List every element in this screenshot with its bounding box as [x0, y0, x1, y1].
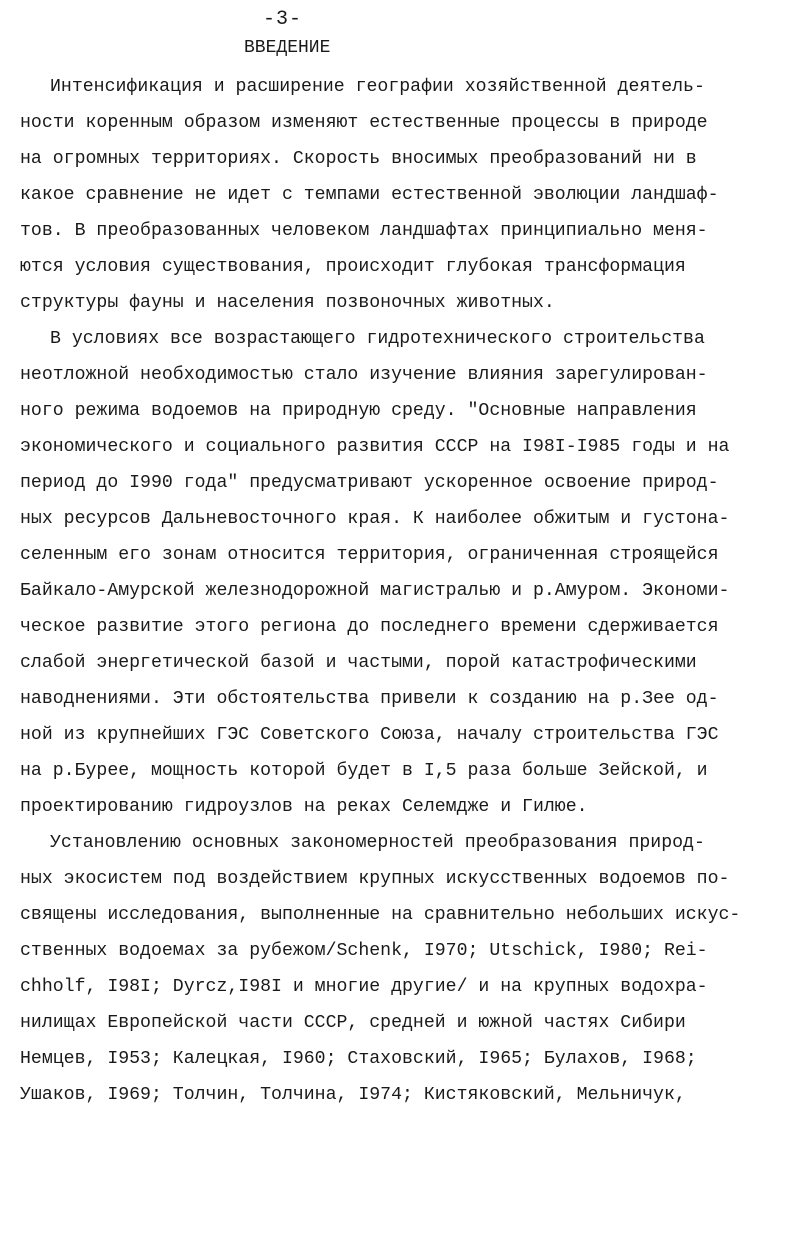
text-line: экономического и социального развития СССР на I98I-I985 годы и на	[20, 437, 730, 457]
text-line: какое сравнение не идет с темпами естественной эволюции ландшаф-	[20, 185, 719, 205]
text-line: неотложной необходимостью стало изучение влияния зарегулирован-	[20, 365, 708, 385]
section-heading: ВВЕДЕНИЕ	[244, 38, 331, 58]
text-line: слабой энергетической базой и частыми, порой катастрофическими	[20, 653, 697, 673]
text-line: ных экосистем под воздействием крупных искусственных водоемов по-	[20, 869, 730, 889]
text-line: тов. В преобразованных человеком ландшафтах принципиально меня-	[20, 221, 708, 241]
paragraph-1	[0, 69, 793, 321]
text-line: Ушаков, I969; Толчин, Толчина, I974; Кистяковский, Мельничук,	[20, 1085, 686, 1105]
text-line: Немцев, I953; Калецкая, I960; Стаховский, I965; Булахов, I968;	[20, 1049, 697, 1069]
text-line: проектированию гидроузлов на реках Селемдже и Гилюе.	[20, 797, 588, 817]
text-line: ного режима водоемов на природную среду. "Основные направления	[20, 401, 697, 421]
text-line: структуры фауны и населения позвоночных животных.	[20, 293, 555, 313]
text-line: ности коренным образом изменяют естественные процессы в природе	[20, 113, 708, 133]
text-line: наводнениями. Эти обстоятельства привели к созданию на р.Зее од-	[20, 689, 719, 709]
text-line: В условиях все возрастающего гидротехнического строительства	[50, 329, 705, 349]
text-line: Установлению основных закономерностей преобразования природ-	[50, 833, 705, 853]
paragraph-3	[0, 825, 793, 1113]
text-line: ческое развитие этого региона до последнего времени сдерживается	[20, 617, 719, 637]
text-line: ются условия существования, происходит глубокая трансформация	[20, 257, 686, 277]
text-line: на огромных территориях. Скорость вносимых преобразований ни в	[20, 149, 697, 169]
text-line: ной из крупнейших ГЭС Советского Союза, началу строительства ГЭС	[20, 725, 719, 745]
page-number: -3-	[263, 8, 303, 31]
text-line: селенным его зонам относится территория, ограниченная строящейся	[20, 545, 719, 565]
text-line: священы исследования, выполненные на сравнительно небольших искус-	[20, 905, 741, 925]
body-text	[0, 69, 793, 1113]
text-line: период до I990 года" предусматривают ускоренное освоение природ-	[20, 473, 719, 493]
text-line: ственных водоемах за рубежом/Schenk, I970; Utschick, I980; Rei-	[20, 941, 708, 961]
text-line: на р.Бурее, мощность которой будет в I,5 раза больше Зейской, и	[20, 761, 708, 781]
text-line: Байкало-Амурской железнодорожной магистралью и р.Амуром. Экономи-	[20, 581, 730, 601]
text-line: chholf, I98I; Dyrcz,I98I и многие другие/ и на крупных водохра-	[20, 977, 708, 997]
text-line: нилищах Европейской части СССР, средней и южной частях Сибири	[20, 1013, 686, 1033]
text-line: ных ресурсов Дальневосточного края. К наиболее обжитым и густона-	[20, 509, 730, 529]
text-line: Интенсификация и расширение географии хозяйственной деятель-	[50, 77, 705, 97]
paragraph-2	[0, 321, 793, 825]
